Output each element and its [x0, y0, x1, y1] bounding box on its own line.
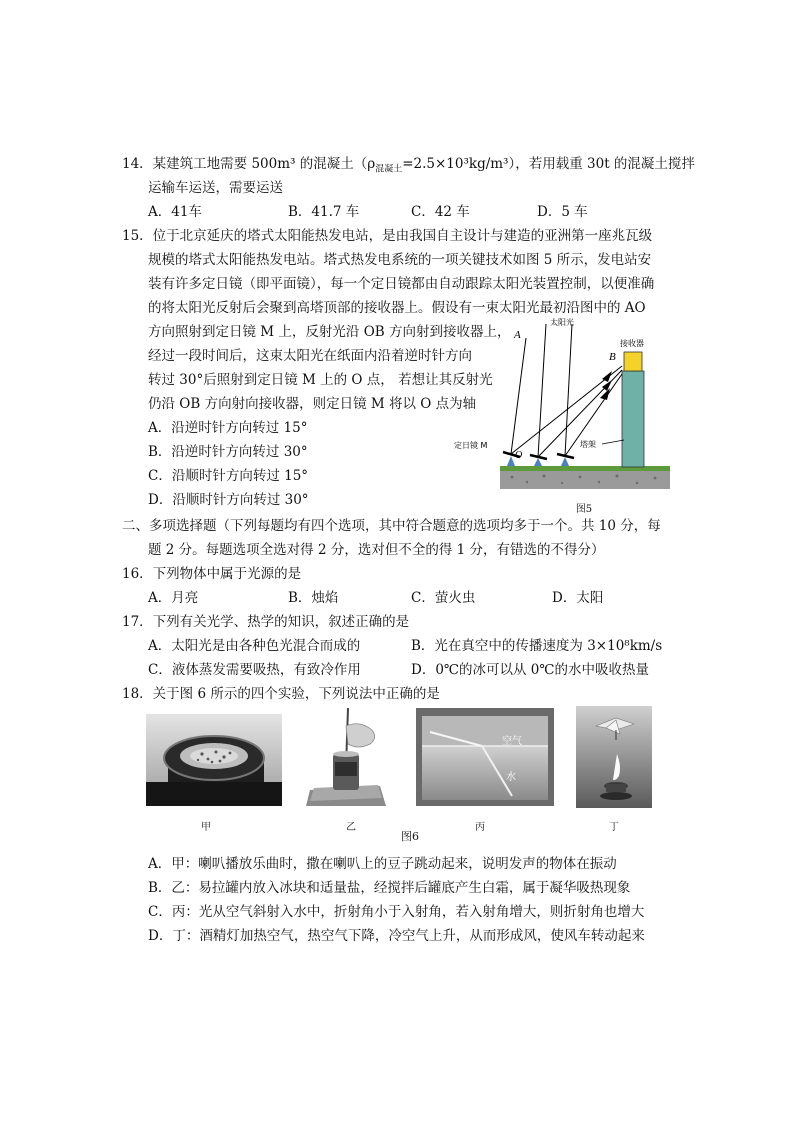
q14-option-a: A．41车	[148, 204, 202, 220]
q15-option-b: B．沿逆时针方向转过 30°	[148, 444, 308, 460]
q18-option-a: A．甲：喇叭播放乐曲时，撒在喇叭上的豆子跳动起来，说明发声的物体在振动	[148, 856, 617, 872]
q15-line3: 装有许多定日镜（即平面镜），每一个定日镜都由自动跟踪太阳光装置控制，以便准确	[148, 276, 655, 292]
q15-line6: 经过一段时间后，这束太阳光在纸面内沿着逆时针方向	[148, 348, 472, 364]
label-sun: 太阳光	[550, 318, 574, 327]
photo-ding-label: 丁	[609, 822, 619, 833]
ground	[500, 471, 670, 489]
label-mirror: 定日镜 M	[454, 441, 488, 450]
q17-option-b: B．光在真空中的传播速度为 3×10⁸km/s	[411, 638, 663, 654]
label-O: O	[515, 450, 523, 461]
tower	[622, 371, 644, 467]
q16-option-d: D．太阳	[552, 590, 604, 606]
q17-option-d: D．0℃的冰可以从 0℃的水中吸收热量	[411, 662, 649, 678]
q16-stem: 16．下列物体中属于光源的是	[122, 566, 302, 582]
q16-option-c: C．萤火虫	[411, 590, 476, 606]
receiver	[624, 352, 642, 371]
label-water: 水	[506, 772, 516, 783]
figure-5-diagram	[452, 316, 672, 496]
label-air: 空气	[502, 736, 522, 747]
q14-option-c: C．42 车	[411, 204, 470, 220]
photo-bing	[416, 708, 554, 806]
q15-line1: 15．位于北京延庆的塔式太阳能热发电站，是由我国自主设计与建造的亚洲第一座兆瓦级	[122, 228, 653, 244]
q16-option-b: B．烛焰	[288, 590, 339, 606]
figure-6-caption: 图6	[401, 830, 419, 843]
photo-yi-label: 乙	[346, 822, 356, 833]
q17-option-c: C．液体蒸发需要吸热，有致冷作用	[148, 662, 361, 678]
figure-5-caption: 图5	[575, 504, 593, 515]
label-receiver: 接收器	[620, 339, 644, 348]
photo-yi	[306, 706, 388, 806]
photo-ding	[576, 706, 652, 808]
photo-jia	[146, 714, 282, 806]
label-B: B	[609, 351, 616, 363]
q15-option-c: C．沿顺时针方向转过 15°	[148, 468, 309, 484]
q17-option-a: A．太阳光是由各种色光混合而成的	[148, 638, 361, 654]
photo-bing-label: 丙	[475, 822, 485, 833]
q15-line4: 的将太阳光反射后会聚到高塔顶部的接收器上。假设有一束太阳光最初沿图中的 AO	[148, 300, 646, 316]
grass	[500, 466, 670, 471]
q18-option-c: C．丙：光从空气斜射入水中，折射角小于入射角，若入射角增大，则折射角也增大	[148, 904, 645, 920]
label-tower: 塔架	[580, 440, 596, 449]
section2-title-line2: 题 2 分。每题选项全选对得 2 分，选对但不全的得 1 分，有错选的不得分）	[148, 542, 605, 558]
q15-line8: 仍沿 OB 方向射向接收器，则定日镜 M 将以 O 点为轴	[148, 396, 477, 412]
q14-option-d: D．5 车	[537, 204, 588, 220]
q15-option-a: A．沿逆时针方向转过 15°	[148, 420, 308, 436]
q18-option-b: B．乙：易拉罐内放入冰块和适量盐，经搅拌后罐底产生白霜，属于凝华吸热现象	[148, 880, 631, 896]
q15-option-d: D．沿顺时针方向转过 30°	[148, 492, 309, 508]
q14-stem-line1: 14．某建筑工地需要 500m³ 的混凝土$(\rho_{混凝土}=2.5\times 10^3kg/m^3)$，若用载重 30t 的混凝土搅拌	[122, 156, 695, 175]
q14-stem-line2: 运输车运送，需要运送	[148, 180, 283, 196]
q15-line2: 规模的塔式太阳能热发电站。塔式热发电系统的一项关键技术如图 5 所示，发电站安	[148, 252, 652, 268]
q14-option-b: B．41.7 车	[288, 204, 360, 220]
ray-AO	[511, 338, 526, 454]
q16-option-a: A．月亮	[148, 590, 199, 606]
q15-line7: 转过 30°后照射到定日镜 M 上的 O 点， 若想让其反射光	[148, 372, 493, 388]
q18-option-d: D．丁：酒精灯加热空气，热空气下降，冷空气上升，从而形成风，使风车转动起来	[148, 928, 645, 944]
q17-stem: 17．下列有关光学、热学的知识，叙述正确的是	[122, 614, 410, 630]
q18-stem: 18．关于图 6 所示的四个实验，下列说法中正确的是	[122, 686, 440, 702]
label-A: A	[514, 329, 521, 341]
photo-jia-label: 甲	[201, 822, 211, 833]
q15-line5: 方向照射到定日镜 M 上，反射光沿 OB 方向射到接收器上，	[148, 324, 511, 340]
section2-title-line1: 二、多项选择题（下列每题均有四个选项，其中符合题意的选项均多于一个。共 10 分，每	[122, 518, 661, 534]
